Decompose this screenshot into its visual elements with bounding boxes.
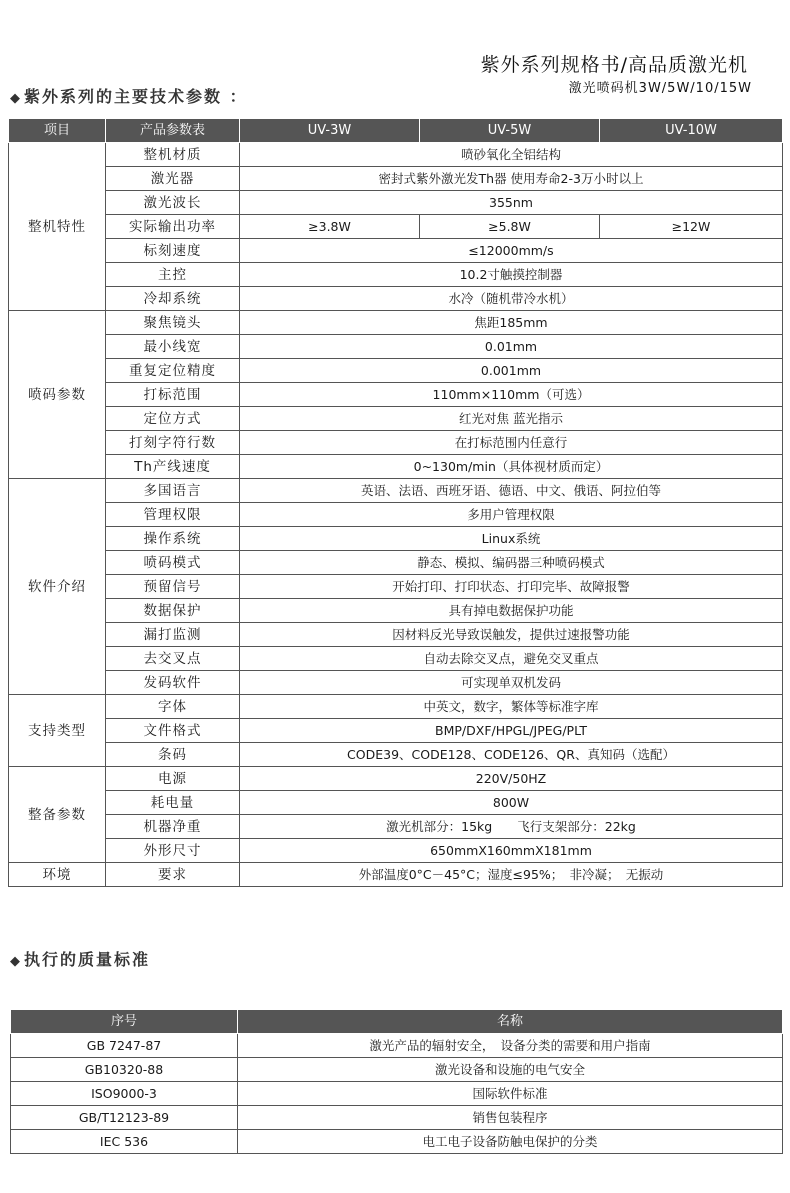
spec-row [9,479,783,503]
header-item: 项目 [9,119,106,143]
standard-code-cell: ISO9000-3 [11,1082,238,1106]
parameter-cell: 要求 [106,863,240,887]
parameter-cell: 打标范围 [106,383,240,407]
value-cell: 密封式紫外激光发Th器 使用寿命2-3万小时以上 [240,167,783,191]
value-cell: 可实现单双机发码 [240,671,783,695]
value-cell: 喷砂氧化全铝结构 [240,143,783,167]
value-cell: CODE39、CODE128、CODE126、QR、真知码（选配） [240,743,783,767]
value-cell: 静态、模拟、编码器三种喷码模式 [240,551,783,575]
standard-code-cell: IEC 536 [11,1130,238,1154]
parameter-cell: 文件格式 [106,719,240,743]
standard-name-cell: 电工电子设备防触电保护的分类 [238,1130,783,1154]
standards-table [10,1009,783,1154]
value-cell: ≥5.8W [420,215,600,239]
parameter-cell: 机器净重 [106,815,240,839]
spec-table [8,118,783,887]
value-cell: 800W [240,791,783,815]
value-cell: 激光机部分：15kg 飞行支架部分：22kg [240,815,783,839]
parameter-cell: 外形尺寸 [106,839,240,863]
spec-row [9,575,783,599]
standard-code-cell: GB/T12123-89 [11,1106,238,1130]
parameter-cell: Th产线速度 [106,455,240,479]
category-cell: 喷码参数 [9,311,106,479]
parameter-cell: 耗电量 [106,791,240,815]
standard-name-cell: 激光设备和设施的电气安全 [238,1058,783,1082]
value-cell: ≤12000mm/s [240,239,783,263]
parameter-cell: 实际输出功率 [106,215,240,239]
section-heading-text: 紫外系列的主要技术参数 ： [24,87,248,106]
standards-row [11,1082,783,1106]
parameter-cell: 数据保护 [106,599,240,623]
value-cell: BMP/DXF/HPGL/JPEG/PLT [240,719,783,743]
document-subtitle: 激光喷码机3W/5W/10/15W [568,81,752,96]
value-cell: 650mmX160mmX181mm [240,839,783,863]
standard-code-cell: GB 7247-87 [11,1034,238,1058]
parameter-cell: 电源 [106,767,240,791]
diamond-icon: ◆ [10,91,22,106]
header-uv-10w: UV-10W [600,119,783,143]
spec-row [9,311,783,335]
standards-row [11,1034,783,1058]
category-cell: 支持类型 [9,695,106,767]
value-cell: 0.01mm [240,335,783,359]
spec-row [9,647,783,671]
parameter-cell: 主控 [106,263,240,287]
parameter-cell: 发码软件 [106,671,240,695]
spec-row [9,863,783,887]
value-cell: Linux系统 [240,527,783,551]
parameter-cell: 喷码模式 [106,551,240,575]
standard-name-cell: 国际软件标准 [238,1082,783,1106]
spec-row [9,431,783,455]
parameter-cell: 聚焦镜头 [106,311,240,335]
spec-row [9,263,783,287]
value-cell: 焦距185mm [240,311,783,335]
parameter-cell: 整机材质 [106,143,240,167]
document-title: 紫外系列规格书/高品质激光机 [480,54,748,76]
parameter-cell: 字体 [106,695,240,719]
parameter-cell: 冷却系统 [106,287,240,311]
spec-row [9,599,783,623]
value-cell: 220V/50HZ [240,767,783,791]
standards-row [11,1106,783,1130]
spec-row [9,239,783,263]
spec-row [9,623,783,647]
parameter-cell: 重复定位精度 [106,359,240,383]
parameter-cell: 激光器 [106,167,240,191]
standard-name-cell: 激光产品的辐射安全， 设备分类的需要和用户指南 [238,1034,783,1058]
value-cell: 外部温度0°C－45°C；湿度≤95%； 非冷凝； 无振动 [240,863,783,887]
parameter-cell: 条码 [106,743,240,767]
spec-row [9,359,783,383]
parameter-cell: 预留信号 [106,575,240,599]
spec-row [9,815,783,839]
header-parameters: 产品参数表 [106,119,240,143]
value-cell: 具有掉电数据保护功能 [240,599,783,623]
spec-row [9,287,783,311]
value-cell: 自动去除交叉点，避免交叉重点 [240,647,783,671]
spec-table-header-row [9,119,783,143]
spec-row [9,527,783,551]
section-heading-specs [10,84,248,107]
parameter-cell: 激光波长 [106,191,240,215]
standards-header-row [11,1010,783,1034]
value-cell: 水冷（随机带冷水机） [240,287,783,311]
spec-row [9,791,783,815]
spec-row [9,335,783,359]
value-cell: 中英文，数字，繁体等标准字库 [240,695,783,719]
category-cell: 软件介绍 [9,479,106,695]
spec-row [9,767,783,791]
parameter-cell: 最小线宽 [106,335,240,359]
parameter-cell: 定位方式 [106,407,240,431]
parameter-cell: 多国语言 [106,479,240,503]
value-cell: 因材料反光导致误触发，提供过速报警功能 [240,623,783,647]
parameter-cell: 管理权限 [106,503,240,527]
header-serial: 序号 [11,1010,238,1034]
category-cell: 环境 [9,863,106,887]
spec-row [9,695,783,719]
parameter-cell: 漏打监测 [106,623,240,647]
parameter-cell: 操作系统 [106,527,240,551]
parameter-cell: 打刻字符行数 [106,431,240,455]
header-uv-5w: UV-5W [420,119,600,143]
standards-row [11,1058,783,1082]
value-cell: ≥12W [600,215,783,239]
header-uv-3w: UV-3W [240,119,420,143]
parameter-cell: 去交叉点 [106,647,240,671]
spec-row [9,719,783,743]
value-cell: 英语、法语、西班牙语、德语、中文、俄语、阿拉伯等 [240,479,783,503]
section-heading-text: 执行的质量标准 [24,950,151,969]
value-cell: 开始打印、打印状态、打印完毕、故障报警 [240,575,783,599]
value-cell: ≥3.8W [240,215,420,239]
spec-row [9,167,783,191]
spec-row [9,383,783,407]
value-cell: 红光对焦 蓝光指示 [240,407,783,431]
header-name: 名称 [238,1010,783,1034]
spec-row [9,407,783,431]
category-cell: 整机特性 [9,143,106,311]
section-heading-standards [10,947,150,970]
spec-row [9,551,783,575]
spec-row [9,503,783,527]
diamond-icon: ◆ [10,954,22,969]
spec-row [9,215,783,239]
standard-code-cell: GB10320-88 [11,1058,238,1082]
category-cell: 整备参数 [9,767,106,863]
standards-row [11,1130,783,1154]
spec-row [9,143,783,167]
value-cell: 0~130m/min（具体视材质而定） [240,455,783,479]
value-cell: 多用户管理权限 [240,503,783,527]
value-cell: 0.001mm [240,359,783,383]
value-cell: 110mm×110mm（可选） [240,383,783,407]
value-cell: 10.2寸触摸控制器 [240,263,783,287]
spec-row [9,455,783,479]
standard-name-cell: 销售包装程序 [238,1106,783,1130]
value-cell: 在打标范围内任意行 [240,431,783,455]
spec-row [9,743,783,767]
spec-row [9,839,783,863]
spec-row [9,191,783,215]
value-cell: 355nm [240,191,783,215]
parameter-cell: 标刻速度 [106,239,240,263]
spec-row [9,671,783,695]
